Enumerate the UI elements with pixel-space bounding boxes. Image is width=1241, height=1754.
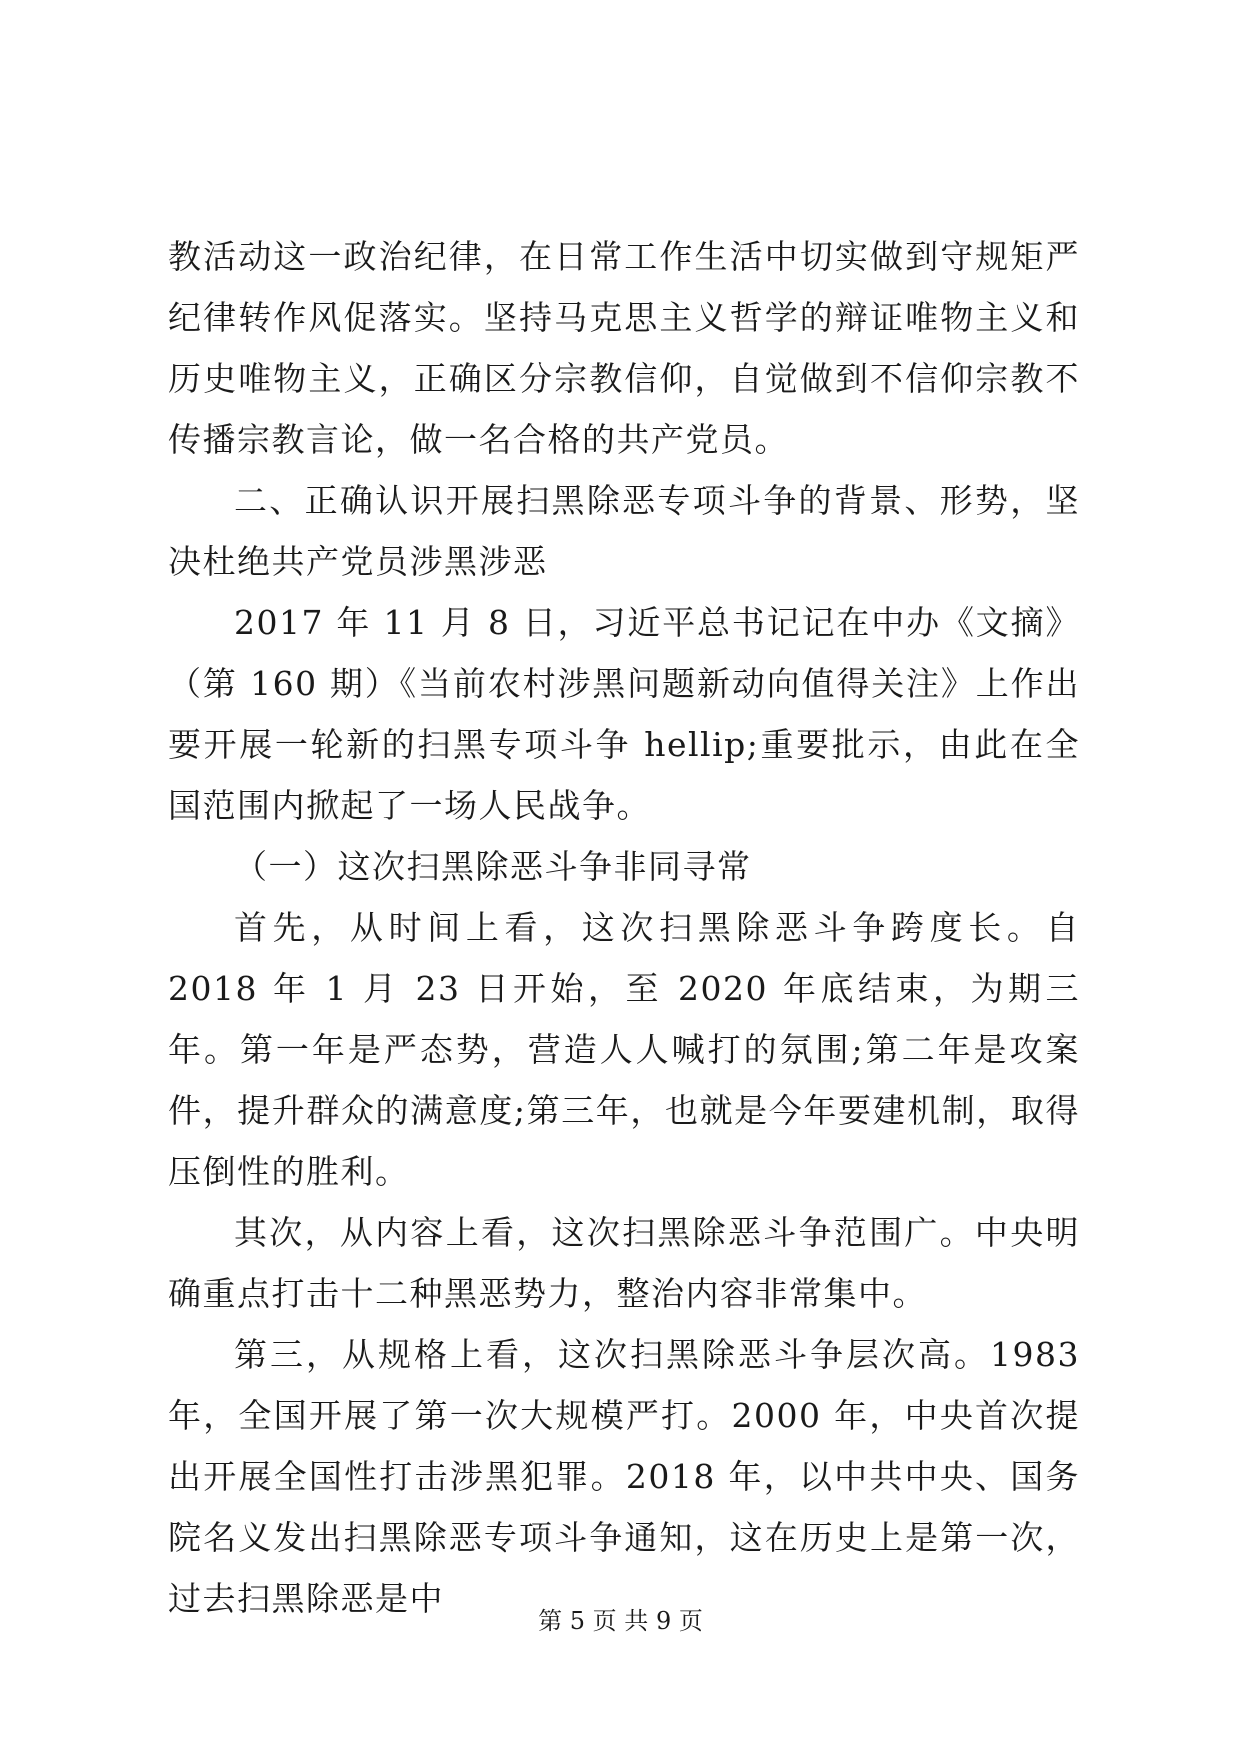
paragraph-continuation: 教活动这一政治纪律，在日常工作生活中切实做到守规矩严纪律转作风促落实。坚持马克思主义哲学的辩证唯物主义和历史唯物主义，正确区分宗教信仰，自觉做到不信仰宗教不传播宗教言论，做一名合格的共产党员。 bbox=[168, 237, 1080, 459]
page-footer: 第 5 页 共 9 页 bbox=[538, 1607, 703, 1635]
subsection-heading-1: （一）这次扫黑除恶斗争非同寻常 bbox=[234, 847, 752, 886]
document-body bbox=[168, 226, 1080, 1629]
section-heading-2: 二、正确认识开展扫黑除恶专项斗争的背景、形势，坚决杜绝共产党员涉黑涉恶 bbox=[168, 481, 1080, 581]
paragraph-background: 2017 年 11 月 8 日，习近平总书记记在中办《文摘》（第 160 期）《当前农村涉黑问题新动向值得关注》上作出要开展一轮新的扫黑专项斗争 hellip;重要批示，由此在全国范围内掀起了一场人民战争。 bbox=[168, 603, 1080, 825]
paragraph-content: 其次，从内容上看，这次扫黑除恶斗争范围广。中央明确重点打击十二种黑恶势力，整治内容非常集中。 bbox=[168, 1213, 1080, 1313]
paragraph-level: 第三，从规格上看，这次扫黑除恶斗争层次高。1983 年，全国开展了第一次大规模严打。2000 年，中央首次提出开展全国性打击涉黑犯罪。2018 年，以中共中央、国务院名义发出扫黑除恶专项斗争通知，这在历史上是第一次，过去扫黑除恶是中 bbox=[168, 1335, 1080, 1618]
paragraph-time: 首先，从时间上看，这次扫黑除恶斗争跨度长。自 2018 年 1 月 23 日开始，至 2020 年底结束，为期三年。第一年是严态势，营造人人喊打的氛围;第二年是攻案件，提升群众的满意度;第三年，也就是今年要建机制，取得压倒性的胜利。 bbox=[168, 908, 1080, 1191]
